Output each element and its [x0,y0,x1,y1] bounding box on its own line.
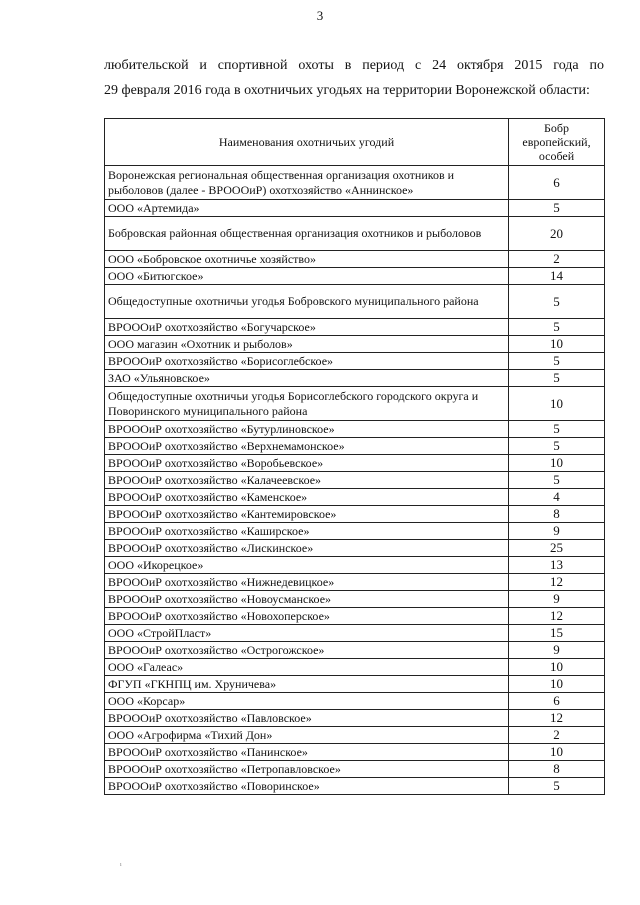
beaver-count: 5 [509,353,605,370]
beaver-count: 5 [509,319,605,336]
hunting-ground-name: ООО «Галеас» [105,659,509,676]
hunting-ground-name: ВРОООиР охотхозяйство «Поворинское» [105,778,509,795]
header-beaver: Бобр европейский, особей [509,119,605,166]
beaver-count: 5 [509,285,605,319]
table-row [105,659,605,676]
beaver-count: 2 [509,251,605,268]
table-row [105,387,605,421]
beaver-count: 5 [509,200,605,217]
table-row [105,370,605,387]
beaver-count: 12 [509,574,605,591]
beaver-count: 10 [509,676,605,693]
table-row [105,319,605,336]
hunting-grounds-table [104,118,605,795]
table-row [105,778,605,795]
beaver-count: 9 [509,523,605,540]
table-body [105,166,605,795]
hunting-ground-name: Общедоступные охотничьи угодья Бобровского муниципального района [105,285,509,319]
table-row [105,642,605,659]
hunting-ground-name: ВРОООиР охотхозяйство «Калачеевское» [105,472,509,489]
header-name: Наименования охотничьих угодий [105,119,509,166]
beaver-count: 10 [509,387,605,421]
table-row [105,557,605,574]
table-row [105,710,605,727]
table-row [105,693,605,710]
hunting-ground-name: ВРОООиР охотхозяйство «Новохоперское» [105,608,509,625]
table-row [105,438,605,455]
table-row [105,353,605,370]
beaver-count: 15 [509,625,605,642]
table-row [105,506,605,523]
hunting-ground-name: Общедоступные охотничьи угодья Борисоглебского городского округа и Поворинского муниципального района [105,387,509,421]
beaver-count: 8 [509,761,605,778]
intro-line-1: любительской и спортивной охоты в период с 24 октября 2015 года по [104,58,604,73]
table-row [105,676,605,693]
table-header-row [105,119,605,166]
hunting-ground-name: ООО «СтройПласт» [105,625,509,642]
hunting-ground-name: Бобровская районная общественная организация охотников и рыболовов [105,217,509,251]
beaver-count: 10 [509,336,605,353]
beaver-count: 12 [509,710,605,727]
table-row [105,608,605,625]
beaver-count: 2 [509,727,605,744]
beaver-count: 8 [509,506,605,523]
beaver-count: 13 [509,557,605,574]
table-row [105,625,605,642]
beaver-count: 5 [509,370,605,387]
table-row [105,727,605,744]
beaver-count: 5 [509,438,605,455]
hunting-ground-name: ВРОООиР охотхозяйство «Воробьевское» [105,455,509,472]
hunting-ground-name: ВРОООиР охотхозяйство «Кантемировское» [105,506,509,523]
beaver-count: 25 [509,540,605,557]
scan-mark: ı [120,862,122,868]
hunting-ground-name: ВРОООиР охотхозяйство «Лискинское» [105,540,509,557]
table-row [105,523,605,540]
hunting-ground-name: ООО «Бобровское охотничье хозяйство» [105,251,509,268]
beaver-count: 10 [509,744,605,761]
table-row [105,761,605,778]
hunting-ground-name: ФГУП «ГКНПЦ им. Хруничева» [105,676,509,693]
table-row [105,285,605,319]
hunting-ground-name: ООО «Битюгское» [105,268,509,285]
table-row [105,574,605,591]
beaver-count: 6 [509,693,605,710]
hunting-ground-name: ВРОООиР охотхозяйство «Павловское» [105,710,509,727]
hunting-ground-name: ВРОООиР охотхозяйство «Нижнедевицкое» [105,574,509,591]
hunting-ground-name: ООО «Икорецкое» [105,557,509,574]
intro-line-2: 29 февраля 2016 года в охотничьих угодьях на территории Воронежской области: [104,83,590,98]
table-row [105,455,605,472]
hunting-ground-name: ВРОООиР охотхозяйство «Верхнемамонское» [105,438,509,455]
table-row [105,217,605,251]
hunting-ground-name: ООО «Артемида» [105,200,509,217]
table-row [105,489,605,506]
hunting-ground-name: ВРОООиР охотхозяйство «Петропавловское» [105,761,509,778]
beaver-count: 12 [509,608,605,625]
hunting-ground-name: ВРОООиР охотхозяйство «Острогожское» [105,642,509,659]
beaver-count: 4 [509,489,605,506]
beaver-count: 5 [509,472,605,489]
table-row [105,336,605,353]
table-row [105,268,605,285]
hunting-ground-name: ВРОООиР охотхозяйство «Борисоглебское» [105,353,509,370]
hunting-ground-name: ВРОООиР охотхозяйство «Каширское» [105,523,509,540]
beaver-count: 5 [509,421,605,438]
beaver-count: 14 [509,268,605,285]
hunting-ground-name: ВРОООиР охотхозяйство «Каменское» [105,489,509,506]
table-row [105,251,605,268]
table-row [105,591,605,608]
beaver-count: 20 [509,217,605,251]
hunting-ground-name: ЗАО «Ульяновское» [105,370,509,387]
beaver-count: 5 [509,778,605,795]
page-number: 3 [316,8,324,23]
hunting-ground-name: ВРОООиР охотхозяйство «Панинское» [105,744,509,761]
table-row [105,540,605,557]
table-row [105,472,605,489]
beaver-count: 6 [509,166,605,200]
hunting-ground-name: ООО «Агрофирма «Тихий Дон» [105,727,509,744]
hunting-ground-name: ВРОООиР охотхозяйство «Богучарское» [105,319,509,336]
hunting-ground-name: ВРОООиР охотхозяйство «Новоусманское» [105,591,509,608]
hunting-ground-name: ООО магазин «Охотник и рыболов» [105,336,509,353]
beaver-count: 10 [509,455,605,472]
hunting-ground-name: ООО «Корсар» [105,693,509,710]
beaver-count: 9 [509,642,605,659]
table-row [105,421,605,438]
table-row [105,744,605,761]
hunting-ground-name: ВРОООиР охотхозяйство «Бутурлиновское» [105,421,509,438]
beaver-count: 9 [509,591,605,608]
table-row [105,166,605,200]
table-row [105,200,605,217]
beaver-count: 10 [509,659,605,676]
hunting-ground-name: Воронежская региональная общественная организация охотников и рыболовов (далее - ВРОООиР) охотхозяйство «Аннинское» [105,166,509,200]
